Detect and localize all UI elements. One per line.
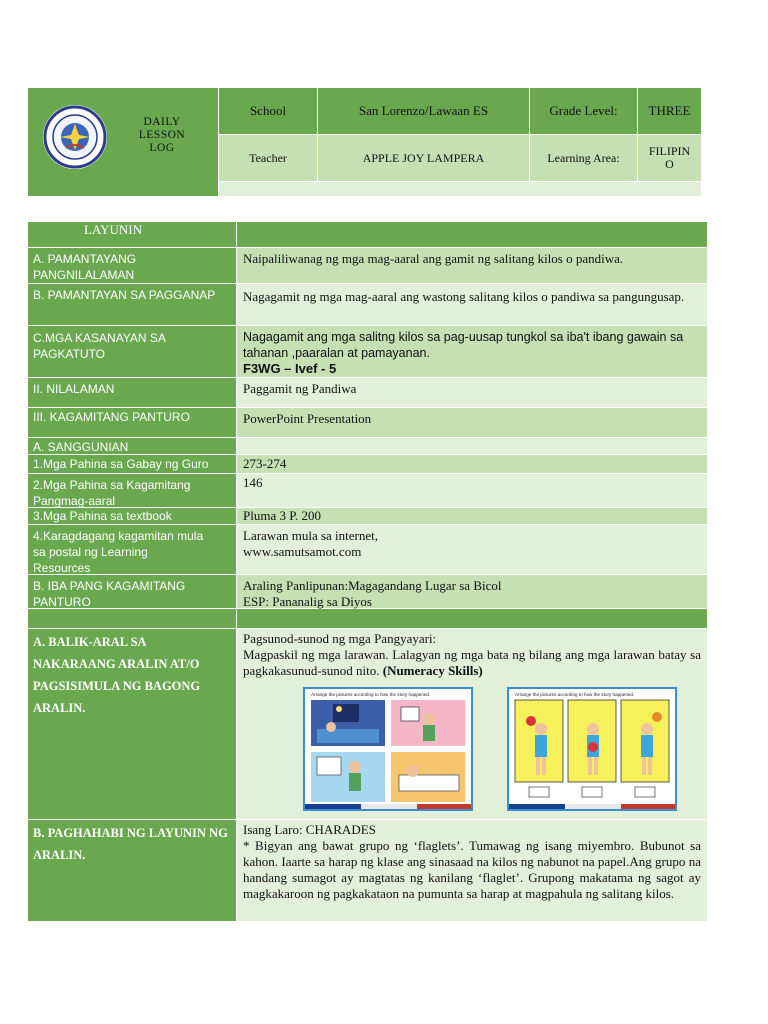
activity-title: Isang Laro: CHARADES [243,822,376,837]
row-label: A. BALIK-ARAL SA NAKARAANG ARALIN AT/O PAGSISIMULA NG BAGONG ARALIN. [28,629,236,820]
activity-text: Magpaskil ng mga larawan. Lalagyan ng mga bata ng bilang ang mga larawan batay sa pagkakasunud-sunod nito. [243,647,701,678]
competency-code: F3WG – Ivef - 5 [243,361,337,376]
row-nilalaman [28,378,707,408]
row-label: A. PAMANTAYANG PANGNILALAMAN [28,248,236,284]
activity-description: * Bigyan ang bawat grupo ng ‘flaglets’. Tumawag ng isang miyembro. Bubunot sa kahon. Iaarte sa harap ng klase ang sinasaad na kilos ng nabunot na papel.Ang grupo na handang sumagot ay magtatas ng kanilang ‘flaglet’. Grupong makatama ng sagot ay magkakaroon ng pagkakataon na pumunta sa harap at magpahula ng salitang kilos. [243,838,701,901]
skill-tag: (Numeracy Skills) [382,663,483,678]
layunin-row [28,222,707,248]
row-value: 146 [237,474,707,508]
separator-left [28,609,236,629]
row-balik-aral [28,629,707,820]
row-value: Araling Panlipunan:Magagandang Lugar sa Bicol ESP: Pananalig sa Diyos [237,575,707,609]
row-label: 3.Mga Pahina sa textbook [28,508,236,525]
layunin-heading: LAYUNIN [28,222,236,248]
row-label: C.MGA KASANAYAN SA PAGKATUTO [28,326,236,378]
teacher-value: APPLE JOY LAMPERA [318,135,530,182]
row-value: Larawan mula sa internet, www.samutsamot.com [237,525,707,575]
row-label: B. IBA PANG KAGAMITANG PANTURO [28,575,236,609]
header-filler-left [28,182,219,196]
picture-caption: Arrange the pictures according to how the story happened. [515,692,635,697]
header-filler-right [219,182,701,196]
row-label: 4.Karagdagang kagamitan mula sa postal ng Learning Resources [28,525,236,575]
row-label: II. NILALAMAN [28,378,236,408]
row-label: B. PAGHAHABI NG LAYUNIN NG ARALIN. [28,820,236,921]
row-label: 1.Mga Pahina sa Gabay ng Guro [28,455,236,474]
sequence-picture-waking-up [303,687,473,811]
row-label: 2.Mga Pahina sa Kagamitang Pangmag-aaral [28,474,236,508]
row-value: PowerPoint Presentation [237,408,707,438]
row-kagamitang-pangmag-aaral [28,474,707,508]
row-value: Naipaliliwanag ng mga mag-aaral ang gamit ng salitang kilos o pandiwa. [237,248,707,284]
school-value: San Lorenzo/Lawaan ES [318,88,530,135]
separator-row [28,609,707,629]
row-empty-cell [237,438,707,455]
picture-caption: Arrange the pictures according to how the story happened. [311,692,431,697]
row-kagamitang-panturo [28,408,707,438]
deped-seal-icon [42,104,108,170]
row-value: Nagagamit ang mga salitng kilos sa pag-uusap tungkol sa iba't ibang gawain sa tahanan ,paaralan at pamayanan. [243,330,684,360]
header-table [28,88,701,196]
row-value: Paggamit ng Pandiwa [237,378,707,408]
row-value-cell [237,326,707,378]
grade-level-value: THREE [638,88,701,135]
row-value: Nagagamit ng mga mag-aaral ang wastong salitang kilos o pandiwa sa pangungusap. [237,284,707,326]
row-pamantayang-pangnilalaman [28,248,707,284]
document-title: DAILY LESSON LOG [138,116,186,154]
layunin-empty-cell [237,222,707,248]
activity-title: Pagsunod-sunod ng mga Pangyayari: [243,631,437,646]
row-value-cell [237,820,707,921]
sequence-picture-balloons [507,687,677,811]
row-pamantayan-sa-pagganap [28,284,707,326]
row-karagdagang-kagamitan [28,525,707,575]
row-value: 273-274 [237,455,707,474]
row-paghahabi [28,820,707,921]
activity-description [243,647,701,679]
row-value-cell [237,629,707,820]
row-sanggunian [28,438,707,455]
separator-right [237,609,707,629]
grade-level-label: Grade Level: [530,88,638,135]
row-iba-pang-kagamitang [28,575,707,609]
teacher-label: Teacher [219,135,318,182]
row-gabay-ng-guro [28,455,707,474]
learning-area-label: Learning Area: [530,135,638,182]
row-textbook [28,508,707,525]
row-kasanayan-sa-pagkatuto [28,326,707,378]
header-title-cell [28,88,219,182]
school-label: School [219,88,318,135]
row-label: B. PAMANTAYAN SA PAGGANAP [28,284,236,326]
row-label: A. SANGGUNIAN [28,438,236,455]
learning-area-value: FILIPIN O [638,135,701,182]
row-label: III. KAGAMITANG PANTURO [28,408,236,438]
row-value: Pluma 3 P. 200 [237,508,707,525]
